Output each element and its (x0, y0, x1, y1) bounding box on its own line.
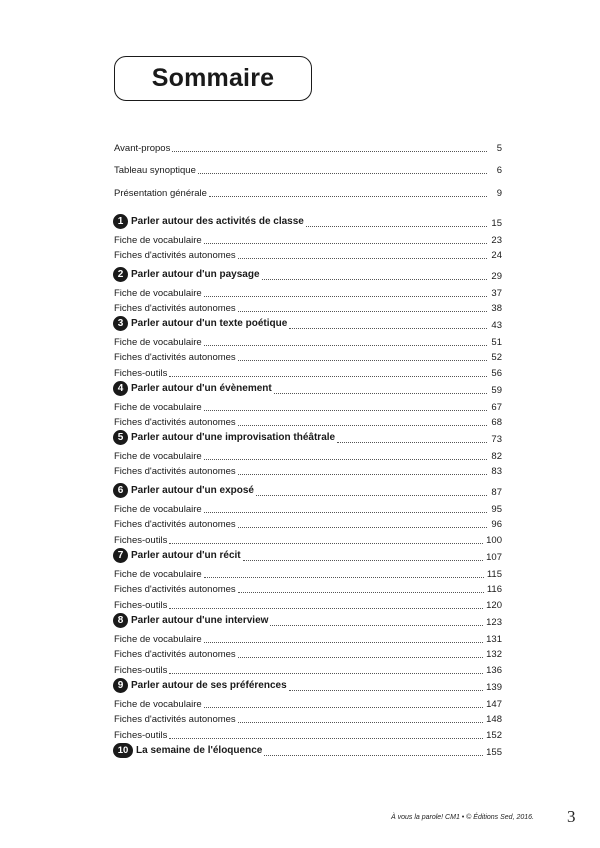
chapter-row (114, 613, 502, 628)
chapter-title: Parler autour d'un évènement (131, 383, 272, 394)
dot-leader (238, 360, 487, 361)
chapter-title: Parler autour d'un texte poétique (131, 318, 288, 329)
entry-label: Fiche de vocabulaire (114, 450, 202, 462)
chapter-row (114, 316, 502, 331)
toc-row (114, 447, 502, 462)
toc-row (114, 161, 502, 176)
page-ref: 116 (486, 584, 502, 596)
chapter-number-badge: 10 (113, 743, 133, 758)
page-ref: 96 (491, 519, 502, 531)
page-ref: 131 (486, 633, 502, 645)
entry-label: Fiches d'activités autonomes (114, 303, 236, 315)
page-ref: 132 (486, 649, 502, 661)
page-ref: 83 (491, 466, 502, 478)
toc-row (114, 596, 502, 611)
toc-row (114, 661, 502, 676)
chapter-row (114, 267, 502, 282)
chapter-label (114, 613, 268, 628)
footer-credit: À vous la parole! CM1 • © Éditions Sed, 2016. (390, 814, 534, 821)
entry-label: Tableau synoptique (114, 165, 196, 176)
entry-label: Fiches d'activités autonomes (114, 352, 236, 364)
entry-label: Fiche de vocabulaire (114, 633, 202, 645)
entry-label: Fiches d'activités autonomes (114, 714, 236, 726)
page-ref: 59 (491, 385, 502, 396)
entry-label: Fiche de vocabulaire (114, 287, 202, 299)
entry-label: Fiche de vocabulaire (114, 568, 202, 580)
dot-leader (270, 625, 483, 626)
entry-label: Avant-propos (114, 143, 171, 154)
toc-row (114, 333, 502, 348)
entry-label: Fiches d'activités autonomes (114, 250, 236, 262)
toc-row (114, 348, 502, 363)
page-ref: 51 (491, 336, 502, 348)
chapter-label (114, 316, 287, 331)
dot-leader (274, 393, 487, 394)
chapter-row (114, 743, 502, 758)
dot-leader (256, 495, 487, 496)
toc-row (114, 726, 502, 741)
page-ref: 120 (486, 599, 502, 611)
page-ref: 73 (491, 434, 502, 445)
entry-label: Fiche de vocabulaire (114, 503, 202, 515)
dot-leader (204, 459, 487, 460)
dot-leader (306, 226, 487, 227)
page-ref: 43 (491, 320, 502, 331)
chapter-label (114, 381, 272, 396)
page-ref: 95 (491, 503, 502, 515)
page-ref: 24 (491, 250, 502, 262)
chapter-title: Parler autour d'un paysage (131, 269, 260, 280)
page-ref: 107 (486, 552, 502, 563)
toc-row (114, 231, 502, 246)
page-ref: 87 (491, 487, 502, 498)
dot-leader (238, 592, 484, 593)
page-ref: 100 (486, 534, 502, 546)
toc-row (114, 695, 502, 710)
page-ref: 82 (491, 450, 502, 462)
chapter-number-badge: 2 (113, 267, 128, 282)
toc-row (114, 139, 502, 154)
toc-row (114, 500, 502, 515)
page-ref: 37 (491, 287, 502, 299)
dot-leader (204, 345, 487, 346)
entry-label: Fiche de vocabulaire (114, 234, 202, 246)
page-ref: 5 (496, 143, 502, 154)
page-title: Sommaire (151, 64, 275, 92)
chapter-label (114, 483, 254, 498)
dot-leader (204, 707, 483, 708)
chapter-row (114, 548, 502, 563)
entry-label: Fiches d'activités autonomes (114, 466, 236, 478)
chapter-number-badge: 8 (113, 613, 128, 628)
entry-label: Fiches d'activités autonomes (114, 584, 236, 596)
chapter-number-badge: 5 (113, 430, 128, 445)
dot-leader (243, 560, 484, 561)
page-ref: 6 (496, 165, 502, 176)
dot-leader (169, 673, 483, 674)
chapter-title: Parler autour des activités de classe (131, 216, 304, 227)
chapter-number-badge: 4 (113, 381, 128, 396)
page-ref: 23 (491, 234, 502, 246)
chapter-row (114, 381, 502, 396)
toc-row (114, 398, 502, 413)
dot-leader (238, 425, 487, 426)
entry-label: Fiches d'activités autonomes (114, 519, 236, 531)
chapter-number-badge: 1 (113, 214, 128, 229)
dot-leader (172, 151, 487, 152)
chapter-label (114, 430, 335, 445)
dot-leader (169, 376, 487, 377)
toc-row (114, 580, 502, 595)
page-ref: 38 (491, 303, 502, 315)
chapter-number-badge: 3 (113, 316, 128, 331)
entry-label: Fiches-outils (114, 664, 168, 676)
dot-leader (169, 543, 483, 544)
page-ref: 123 (486, 617, 502, 628)
chapter-label (114, 743, 262, 758)
chapter-label (114, 214, 304, 229)
toc-row (114, 364, 502, 379)
toc-row (114, 184, 502, 199)
chapter-title: Parler autour de ses préférences (131, 680, 287, 691)
chapter-title: Parler autour d'une interview (131, 615, 269, 626)
dot-leader (204, 512, 487, 513)
chapter-label (114, 678, 287, 693)
chapter-number-badge: 9 (113, 678, 128, 693)
chapter-title: Parler autour d'un exposé (131, 485, 254, 496)
toc-row (114, 299, 502, 314)
page-ref: 67 (491, 401, 502, 413)
entry-label: Fiches d'activités autonomes (114, 649, 236, 661)
dot-leader (238, 258, 487, 259)
dot-leader (204, 642, 483, 643)
dot-leader (169, 738, 483, 739)
dot-leader (204, 296, 487, 297)
page-ref: 147 (486, 698, 502, 710)
dot-leader (238, 474, 487, 475)
entry-label: Fiches-outils (114, 729, 168, 741)
dot-leader (204, 410, 487, 411)
chapter-title: Parler autour d'un récit (131, 550, 241, 561)
dot-leader (238, 311, 487, 312)
chapter-number-badge: 7 (113, 548, 128, 563)
toc-row (114, 565, 502, 580)
entry-label: Fiches-outils (114, 367, 168, 379)
page-ref: 136 (486, 664, 502, 676)
toc-row (114, 710, 502, 725)
page-ref: 29 (491, 271, 502, 282)
toc-row (114, 284, 502, 299)
page-ref: 68 (491, 417, 502, 429)
dot-leader (169, 608, 483, 609)
page-ref: 56 (491, 367, 502, 379)
dot-leader (209, 196, 487, 197)
entry-label: Fiche de vocabulaire (114, 401, 202, 413)
page-number: 3 (567, 807, 576, 826)
page-ref: 139 (486, 682, 502, 693)
chapter-number-badge: 6 (113, 483, 128, 498)
page-ref: 15 (491, 218, 502, 229)
toc-row (114, 645, 502, 660)
chapter-title: Parler autour d'une improvisation théâtrale (131, 432, 336, 443)
page-ref: 9 (496, 188, 502, 199)
entry-label: Fiches d'activités autonomes (114, 417, 236, 429)
chapter-title: La semaine de l'éloquence (136, 745, 263, 756)
page-ref: 52 (491, 352, 502, 364)
dot-leader (198, 173, 487, 174)
entry-label: Fiches-outils (114, 534, 168, 546)
title-box (114, 56, 312, 101)
toc-row (114, 413, 502, 428)
chapter-row (114, 483, 502, 498)
dot-leader (262, 279, 487, 280)
page-ref: 148 (486, 714, 502, 726)
chapter-row (114, 430, 502, 445)
toc-row (114, 531, 502, 546)
chapter-label (114, 548, 241, 563)
dot-leader (238, 527, 487, 528)
dot-leader (337, 442, 487, 443)
entry-label: Fiche de vocabulaire (114, 336, 202, 348)
dot-leader (289, 328, 487, 329)
dot-leader (238, 722, 483, 723)
toc-row (114, 462, 502, 477)
toc-row (114, 630, 502, 645)
dot-leader (204, 243, 487, 244)
dot-leader (204, 577, 484, 578)
page-ref: 155 (486, 747, 502, 758)
toc-row (114, 515, 502, 530)
chapter-row (114, 214, 502, 229)
entry-label: Fiche de vocabulaire (114, 698, 202, 710)
page-ref: 115 (486, 568, 502, 580)
toc-row (114, 246, 502, 261)
dot-leader (264, 755, 483, 756)
dot-leader (289, 690, 484, 691)
entry-label: Fiches-outils (114, 599, 168, 611)
entry-label: Présentation générale (114, 188, 207, 199)
chapter-label (114, 267, 260, 282)
chapter-row (114, 678, 502, 693)
page-ref: 152 (486, 729, 502, 741)
dot-leader (238, 657, 483, 658)
